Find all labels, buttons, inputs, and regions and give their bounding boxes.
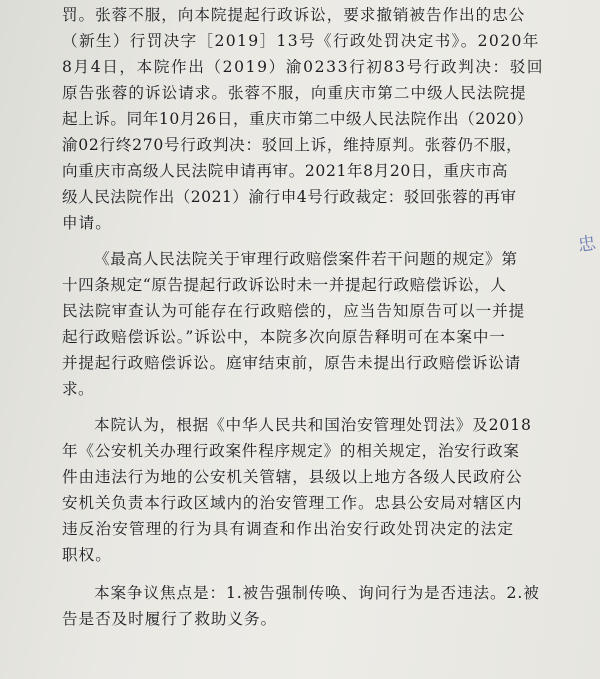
text-line: 向重庆市高级人民法院申请再审。2021年8月20日，重庆市高	[62, 162, 509, 180]
document-body	[62, 2, 545, 632]
text-line: 违反治安管理的行为具有调查和作出治安行政处罚决定的法定	[62, 520, 515, 538]
binding-margin-mark: 忠	[576, 232, 598, 257]
text-line: 求。	[62, 380, 95, 398]
paragraph-dispute-focus	[62, 580, 540, 632]
text-line: 《最高人民法院关于审理行政赔偿案件若干问题的规定》第	[94, 250, 518, 268]
text-line: 罚。张蓉不服，向本院提起行政诉讼，要求撤销被告作出的忠公	[62, 6, 526, 24]
text-line: 渝02行终270号行政判决：驳回上诉，维持原判。张蓉仍不服，	[62, 136, 523, 154]
text-line: 级人民法院作出（2021）渝行申4号行政裁定：驳回张蓉的再审	[62, 188, 517, 206]
text-line: 本案争议焦点是：1.被告强制传唤、询问行为是否违法。2.被	[94, 584, 540, 602]
text-line: 8月4日，本院作出（2019）渝0233行初83号行政判决：驳回	[62, 58, 545, 76]
paragraph-court-opinion	[62, 412, 532, 568]
text-line: （新生）行罚决字［2019］13号《行政处罚决定书》。2020年	[62, 32, 540, 50]
text-line: 告是否及时履行了救助义务。	[62, 610, 278, 628]
text-line: 本院认为，根据《中华人民共和国治安管理处罚法》及2018	[94, 416, 532, 434]
text-line: 职权。	[62, 546, 112, 564]
paragraph-compensation-rule	[62, 246, 526, 402]
text-line: 起上诉。同年10月26日，重庆市第二中级人民法院作出（2020）	[62, 110, 534, 128]
text-line: 民法院审查认为可能存在行政赔偿的，应当告知原告可以一并提	[62, 302, 526, 320]
text-line: 起行政赔偿诉讼。”诉讼中，本院多次向原告释明可在本案中一	[62, 328, 506, 346]
text-line: 件由违法行为地的公安机关管辖，县级以上地方各级人民政府公	[62, 468, 523, 486]
text-line: 并提起行政赔偿诉讼。庭审结束前，原告未提出行政赔偿诉讼请	[62, 354, 522, 372]
paragraph-procedural-history	[62, 2, 545, 236]
text-line: 安机关负责本行政区域内的治安管理工作。忠县公安局对辖区内	[62, 494, 523, 512]
text-line: 申请。	[62, 214, 112, 232]
text-line: 原告张蓉的诉讼请求。张蓉不服，向重庆市第二中级人民法院提	[62, 84, 527, 102]
text-line: 十四条规定“原告提起行政诉讼时未一并提起行政赔偿诉讼，人	[62, 276, 507, 294]
text-line: 年《公安机关办理行政案件程序规定》的相关规定，治安行政案	[62, 442, 520, 460]
